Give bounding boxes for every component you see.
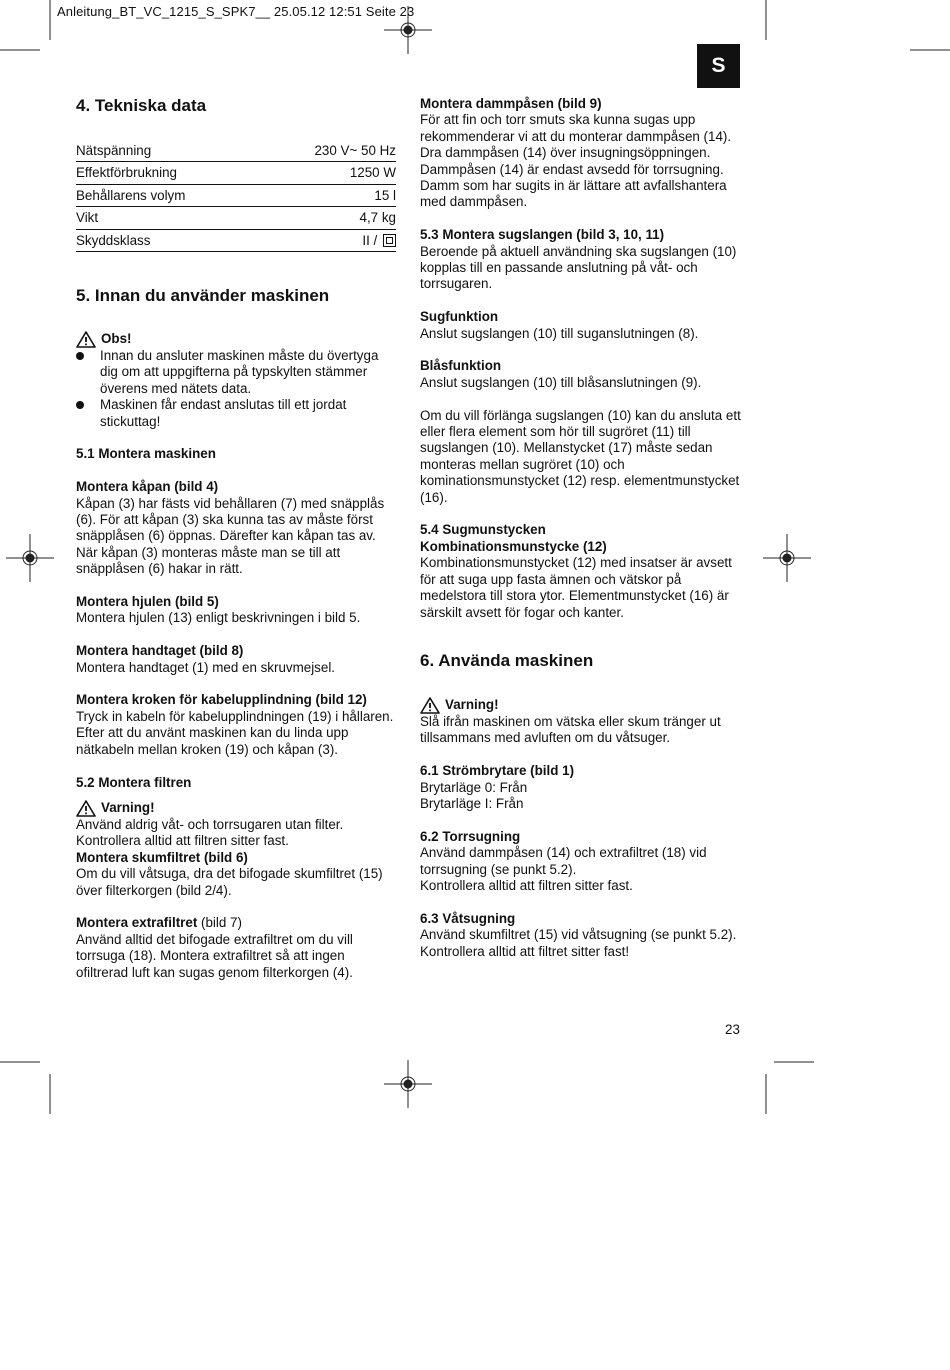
use-warning-text: Slå ifrån maskinen om vätska eller skum tränger ut tillsammans med avluften om du våtsuger.	[420, 713, 721, 746]
assembly-title: 5.1 Montera maskinen	[76, 446, 216, 462]
wet-text-2: Kontrollera alltid att filtret sitter fast!	[420, 943, 630, 959]
combi-title: Kombinationsmunstycke (12)	[420, 538, 607, 554]
warning-triangle-icon	[76, 331, 96, 348]
filters-warning-heading	[76, 800, 398, 817]
filters-title: 5.2 Montera filtren	[76, 774, 192, 790]
warning-triangle-icon	[76, 800, 96, 817]
handle-text: Montera handtaget (1) med en skruvmejsel.	[76, 659, 336, 675]
spec-value: 15 l	[259, 184, 396, 206]
foam-filter-title: Montera skumfiltret (bild 6)	[76, 849, 248, 865]
dustbag-text: För att fin och torr smuts ska kunna sugas upp rekommenderar vi att du monterar dammpåsen (14). Dra dammpåsen (14) över insugningsöppningen. Dammpåsen (14) är endast avsedd för torrsugning. Damm som har sugits in är lättare att avfallshantera med dammpåsen.	[420, 112, 732, 210]
dustbag-title: Montera dammpåsen (bild 9)	[420, 96, 602, 111]
hose-text: Beroende på aktuell användning ska sugslangen (10) kopplas till en passande anslutning på våt- och torrsugaren.	[420, 243, 737, 292]
switch-title: 6.1 Strömbrytare (bild 1)	[420, 763, 575, 779]
suction-title: Sugfunktion	[420, 309, 499, 325]
obs-heading	[76, 331, 398, 348]
list-item: Maskinen får endast anslutas till ett jordat stickuttag!	[76, 397, 398, 430]
warning-label: Varning!	[445, 697, 499, 713]
spec-value: 1250 W	[259, 162, 396, 184]
warning-label: Varning!	[101, 800, 155, 816]
table-row	[76, 140, 396, 162]
wheels-title: Montera hjulen (bild 5)	[76, 594, 219, 610]
hood-title: Montera kåpan (bild 4)	[76, 479, 219, 495]
protection-class-icon	[383, 234, 396, 247]
hook-text: Tryck in kabeln för kabelupplindningen (19) i hållaren. Efter att du använt maskinen kan du linda upp nätkabeln mellan kroken (19) och kåpan (3).	[76, 708, 394, 757]
hook-title: Montera kroken för kabelupplindning (bild 12)	[76, 692, 367, 708]
warning-triangle-icon	[420, 697, 440, 714]
registration-mark-icon	[763, 534, 811, 582]
switch-line: Brytarläge I: Från	[420, 795, 524, 811]
dry-text-2: Kontrollera alltid att filtren sitter fast.	[420, 877, 633, 893]
left-column	[76, 96, 398, 981]
extra-filter-suffix: (bild 7)	[197, 915, 242, 931]
table-row	[76, 184, 396, 206]
nozzles-title: 5.4 Sugmunstycken	[420, 522, 546, 538]
right-column	[420, 96, 744, 960]
registration-mark-icon	[384, 1060, 432, 1108]
dry-title: 6.2 Torrsugning	[420, 828, 521, 844]
spec-value: 4,7 kg	[259, 207, 396, 229]
page-number: 23	[725, 1022, 740, 1037]
obs-label: Obs!	[101, 331, 132, 347]
blow-title: Blåsfunktion	[420, 358, 502, 374]
use-warning-heading	[420, 697, 744, 714]
print-header: Anleitung_BT_VC_1215_S_SPK7__ 25.05.12 12:51 Seite 23	[57, 4, 415, 19]
table-row	[76, 229, 396, 251]
handle-title: Montera handtaget (bild 8)	[76, 643, 244, 659]
hose-title: 5.3 Montera sugslangen (bild 3, 10, 11)	[420, 227, 665, 243]
wheels-text: Montera hjulen (13) enligt beskrivningen i bild 5.	[76, 610, 361, 626]
spec-table	[76, 140, 396, 252]
spec-value: 230 V~ 50 Hz	[259, 140, 396, 162]
nozzles-text: Kombinationsmunstycket (12) med insatser är avsett för att suga upp fasta ämnen och vätskor på medelstora till stora ytor. Elementmunstycket (16) är särskilt avsett för fogar och kanter.	[420, 555, 732, 620]
spec-label: Vikt	[76, 207, 259, 229]
table-row	[76, 162, 396, 184]
spec-label: Effektförbrukning	[76, 162, 259, 184]
registration-mark-icon	[6, 534, 54, 582]
extend-text: Om du vill förlänga sugslangen (10) kan du ansluta ett eller flera element som hör till sugröret (11) till sugslangen (10). Mellanstycket (17) måste sedan monteras mellan sugröret (10) och kominationsmunstycket (12) resp. elementmunstycket (16).	[420, 407, 741, 505]
spec-value-cell	[259, 229, 396, 251]
wet-text: Använd skumfiltret (15) vid våtsugning (se punkt 5.2).	[420, 927, 737, 943]
spec-label: Skyddsklass	[76, 229, 259, 251]
spec-label: Behållarens volym	[76, 184, 259, 206]
blow-text: Anslut sugslangen (10) till blåsanslutningen (9).	[420, 374, 702, 390]
before-use-title: 5. Innan du använder maskinen	[76, 286, 330, 306]
switch-line: Brytarläge 0: Från	[420, 779, 528, 795]
spec-label: Nätspänning	[76, 140, 259, 162]
extra-filter-title: Montera extrafiltret	[76, 915, 198, 931]
spec-value: II /	[362, 232, 378, 248]
table-row	[76, 207, 396, 229]
language-tab: S	[697, 44, 740, 88]
wet-title: 6.3 Våtsugning	[420, 910, 516, 926]
foam-filter-text: Om du vill våtsuga, dra det bifogade skumfiltret (15) över filterkorgen (bild 2/4).	[76, 866, 383, 898]
dry-text: Använd dammpåsen (14) och extrafiltret (18) vid torrsugning (se punkt 5.2).	[420, 845, 707, 877]
use-title: 6. Använda maskinen	[420, 650, 594, 670]
list-item: Innan du ansluter maskinen måste du övertyga dig om att uppgifterna på typskylten stämmer överens med nätets data.	[76, 348, 398, 397]
extra-filter-text: Använd alltid det bifogade extrafiltret om du vill torrsuga (18). Montera extrafiltret så att ingen ofiltrerad luft kan sugas genom filterkorgen (4).	[76, 931, 353, 980]
hood-text: Kåpan (3) har fästs vid behållaren (7) med snäpplås (6). För att kåpan (3) ska kunna tas av måste först snäpplåsen (6) öppnas. Därefter kan kåpan tas av. När kåpan (3) monteras måste man se till att snäpplåsen (6) hakar in rätt.	[76, 495, 385, 577]
suction-text: Anslut sugslangen (10) till suganslutningen (8).	[420, 325, 699, 341]
tech-data-title: 4. Tekniska data	[76, 96, 207, 115]
extra-filter-heading	[76, 915, 398, 931]
filters-warning-text: Använd aldrig våt- och torrsugaren utan filter. Kontrollera alltid att filtren sitter fast.	[76, 816, 344, 849]
